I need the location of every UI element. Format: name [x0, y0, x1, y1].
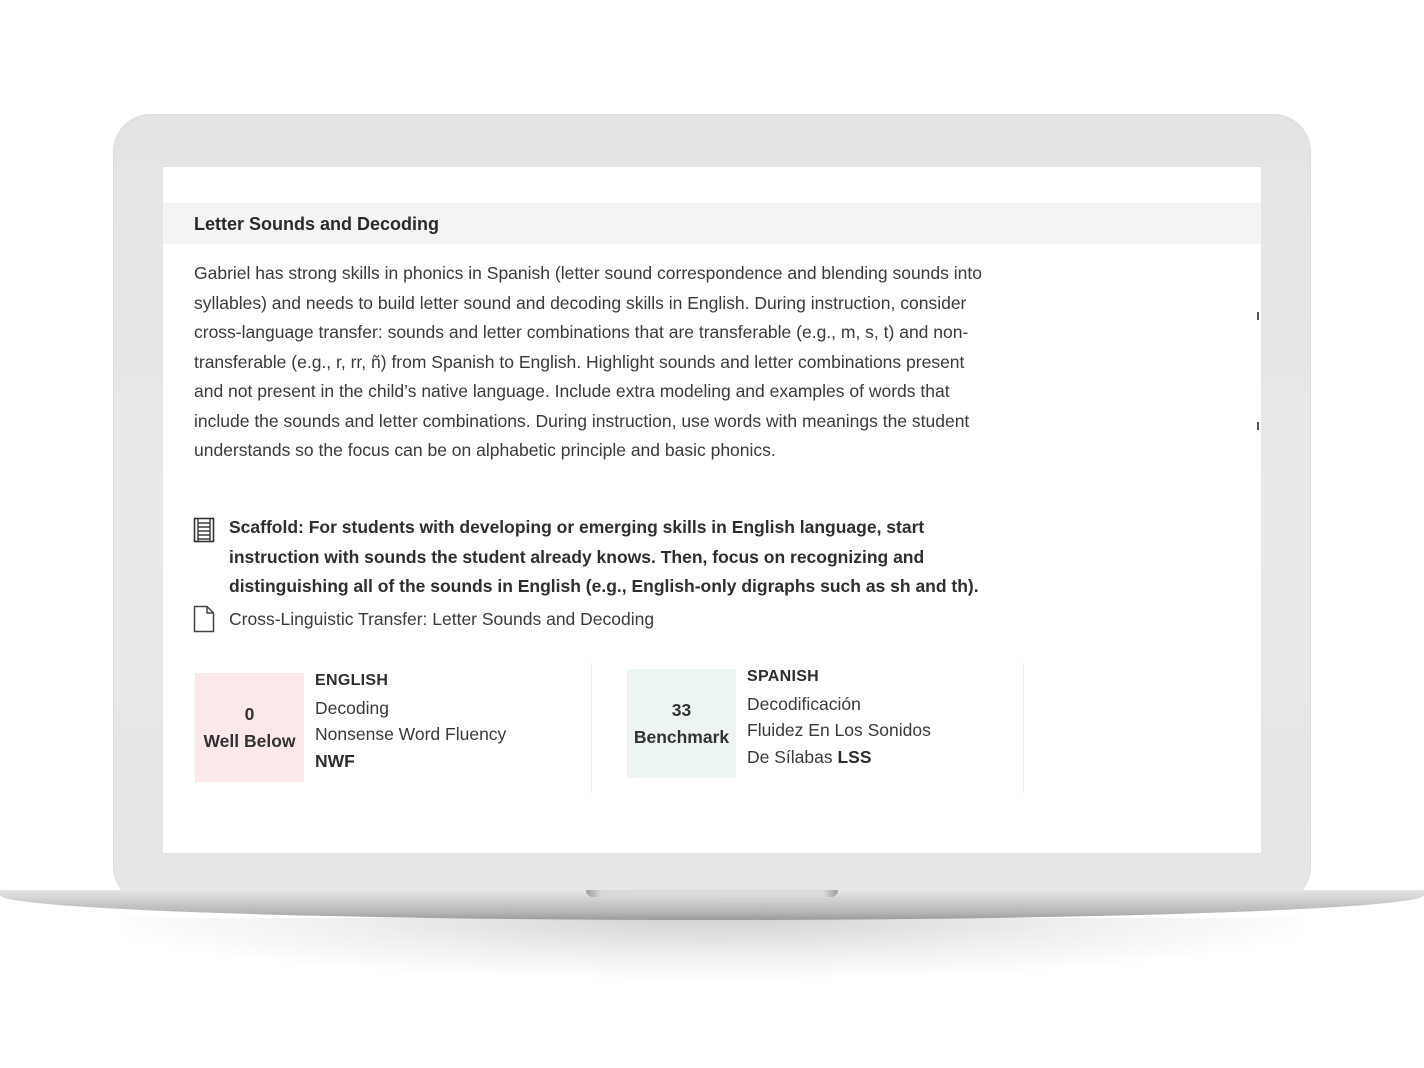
- edge-mark: [1257, 422, 1259, 430]
- laptop-shadow: [120, 918, 1304, 978]
- english-measure-name: Nonsense Word Fluency: [315, 724, 507, 744]
- spanish-measure-area: Decodificación: [747, 693, 861, 714]
- resource-label[interactable]: Cross-Linguistic Transfer: Letter Sounds and Decoding: [229, 608, 655, 629]
- english-language-label: ENGLISH: [315, 672, 389, 689]
- spanish-score-level: Benchmark: [633, 726, 730, 747]
- ladder-icon: [193, 517, 215, 543]
- laptop-screen: [163, 167, 1261, 853]
- document-icon: [193, 605, 215, 633]
- english-measure-area: Decoding: [315, 697, 389, 718]
- spanish-score-card: [627, 663, 1024, 793]
- spanish-language-label: SPANISH: [747, 668, 820, 685]
- scaffold-text: Scaffold: For students with developing or emerging skills in English language, start instruction with sounds the student already knows. Then, focus on recognizing and distinguishing all of the sounds in English (e.g., English-only digraphs such as sh and th).: [229, 517, 979, 596]
- english-score-card: [195, 663, 592, 793]
- english-measure-code: NWF: [315, 750, 355, 771]
- english-score-value: 0: [244, 703, 255, 724]
- spanish-measure-name: Fluidez En Los Sonidos: [747, 720, 931, 740]
- spanish-measure-name-cont: [747, 744, 931, 771]
- resource-link[interactable]: [193, 605, 654, 633]
- spanish-measure-name-line2: De Sílabas: [747, 746, 833, 767]
- section-title: Letter Sounds and Decoding: [194, 214, 440, 234]
- section-header: [163, 203, 1261, 244]
- english-score-level: Well Below: [203, 730, 296, 751]
- edge-mark: [1257, 312, 1259, 320]
- card-divider: [1023, 663, 1024, 793]
- english-score-badge: [195, 673, 304, 782]
- card-divider: [591, 663, 592, 793]
- english-measure-info: [315, 668, 506, 774]
- spanish-measure-code: LSS: [837, 746, 872, 767]
- laptop-notch: [586, 890, 838, 897]
- section-description: Gabriel has strong skills in phonics in Spanish (letter sound correspondence and blending sounds into syllables) and needs to build letter sound and decoding skills in English. During instruction, consider cross-language transfer: sounds and letter combinations that are transferable (e.g., m, s, t) and non-transferable (e.g., r, rr, ñ) from Spanish to English. Highlight sounds and letter combinations present and not present in the child’s native language. Include extra modeling and examples of words that include the sounds and letter combinations. During instruction, use words with meanings the student understands so the focus can be on alphabetic principle and basic phonics.: [194, 263, 982, 460]
- spanish-score-value: 33: [671, 699, 692, 720]
- spanish-score-badge: [627, 669, 736, 778]
- spanish-measure-info: [747, 664, 931, 770]
